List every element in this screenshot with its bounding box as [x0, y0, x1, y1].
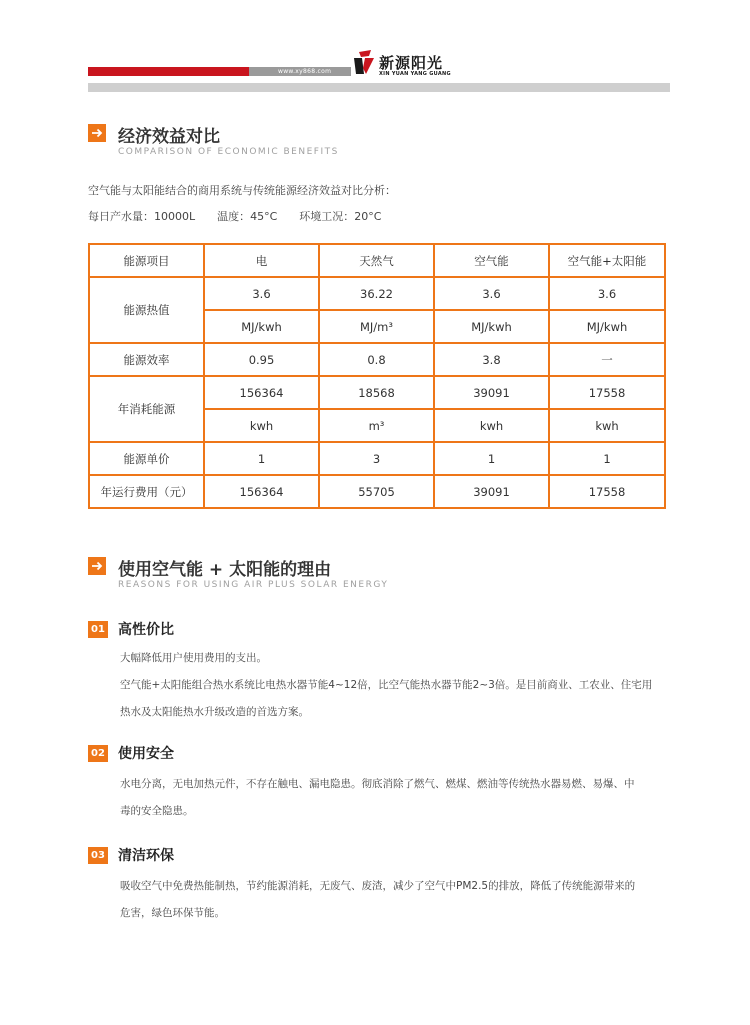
table-cell: 3.8 — [434, 343, 549, 376]
reason-body — [120, 645, 680, 726]
table-cell: 17558 — [549, 475, 665, 508]
row-label: 年运行费用（元） — [89, 475, 204, 508]
unit-cell: MJ/kwh — [549, 310, 665, 343]
table-cell: 3.6 — [549, 277, 665, 310]
table-cell: 3.6 — [434, 277, 549, 310]
table-row — [89, 442, 665, 475]
table-cell: 0.8 — [319, 343, 434, 376]
reason-line: 热水及太阳能热水升级改造的首选方案。 — [120, 706, 309, 718]
reason-body — [120, 873, 680, 927]
unit-cell: MJ/m³ — [319, 310, 434, 343]
row-label: 能源单价 — [89, 442, 204, 475]
table-cell: 36.22 — [319, 277, 434, 310]
table-cell: 1 — [549, 442, 665, 475]
arrow-right-icon — [88, 124, 106, 142]
unit-cell: m³ — [319, 409, 434, 442]
reason-title: 清洁环保 — [118, 848, 174, 864]
reason-line: 危害，绿色环保节能。 — [120, 907, 225, 919]
header-red-bar — [88, 67, 249, 76]
logo-chinese-name: 新源阳光 — [379, 54, 444, 72]
table-cell: 一 — [549, 343, 665, 376]
reason-title: 高性价比 — [118, 622, 174, 638]
page-header — [88, 50, 670, 95]
unit-cell: MJ/kwh — [204, 310, 319, 343]
table-row — [89, 475, 665, 508]
intro-text: 空气能与太阳能结合的商用系统与传统能源经济效益对比分析： — [88, 184, 396, 197]
reason-line: 毒的安全隐患。 — [120, 805, 194, 817]
table-row — [89, 343, 665, 376]
header-cell: 天然气 — [319, 244, 434, 277]
table-cell: 156364 — [204, 376, 319, 409]
table-cell: 1 — [434, 442, 549, 475]
unit-cell: kwh — [549, 409, 665, 442]
header-light-bar — [88, 83, 670, 92]
unit-cell: kwh — [204, 409, 319, 442]
table-cell: 156364 — [204, 475, 319, 508]
table-cell: 1 — [204, 442, 319, 475]
logo-english-name: XIN YUAN YANG GUANG — [379, 71, 451, 77]
reason-line: 空气能+太阳能组合热水系统比电热水器节能4~12倍，比空气能热水器节能2~3倍。是目前商业、工农业、住宅用 — [120, 679, 653, 691]
website-url: www.xy868.com — [278, 68, 332, 75]
unit-cell: kwh — [434, 409, 549, 442]
row-label: 年消耗能源 — [89, 376, 204, 442]
reason-line: 大幅降低用户使用费用的支出。 — [120, 652, 267, 664]
table-cell: 18568 — [319, 376, 434, 409]
reason-body — [120, 771, 680, 825]
table-cell: 17558 — [549, 376, 665, 409]
reason-number-badge: 02 — [88, 745, 108, 762]
header-cell: 能源项目 — [89, 244, 204, 277]
row-label: 能源热值 — [89, 277, 204, 343]
table-cell: 0.95 — [204, 343, 319, 376]
sun-logo-icon — [353, 50, 375, 76]
table-row — [89, 277, 665, 310]
unit-cell: MJ/kwh — [434, 310, 549, 343]
section-title: 经济效益对比 — [118, 127, 220, 147]
reason-number-badge: 01 — [88, 621, 108, 638]
table-cell: 55705 — [319, 475, 434, 508]
brand-logo — [353, 50, 473, 80]
comparison-table — [88, 243, 666, 509]
table-header-row — [89, 244, 665, 277]
table-cell: 39091 — [434, 376, 549, 409]
table-cell: 3 — [319, 442, 434, 475]
header-cell: 空气能+太阳能 — [549, 244, 665, 277]
conditions-text: 每日产水量：10000L 温度：45°C 环境工况：20°C — [88, 210, 382, 223]
reason-line: 吸收空气中免费热能制热，节约能源消耗，无废气、废渣，减少了空气中PM2.5的排放，降低了传统能源带来的 — [120, 880, 636, 892]
table-cell: 39091 — [434, 475, 549, 508]
row-label: 能源效率 — [89, 343, 204, 376]
reason-number-badge: 03 — [88, 847, 108, 864]
section-subtitle: COMPARISON OF ECONOMIC BENEFITS — [118, 147, 339, 157]
table-cell: 3.6 — [204, 277, 319, 310]
table-row — [89, 376, 665, 409]
header-cell: 电 — [204, 244, 319, 277]
section-subtitle: REASONS FOR USING AIR PLUS SOLAR ENERGY — [118, 580, 389, 590]
reason-line: 水电分离，无电加热元件，不存在触电、漏电隐患。彻底消除了燃气、燃煤、燃油等传统热水器易燃、易爆、中 — [120, 778, 635, 790]
section-title: 使用空气能 + 太阳能的理由 — [118, 560, 332, 580]
reason-title: 使用安全 — [118, 746, 174, 762]
arrow-right-icon — [88, 557, 106, 575]
header-cell: 空气能 — [434, 244, 549, 277]
